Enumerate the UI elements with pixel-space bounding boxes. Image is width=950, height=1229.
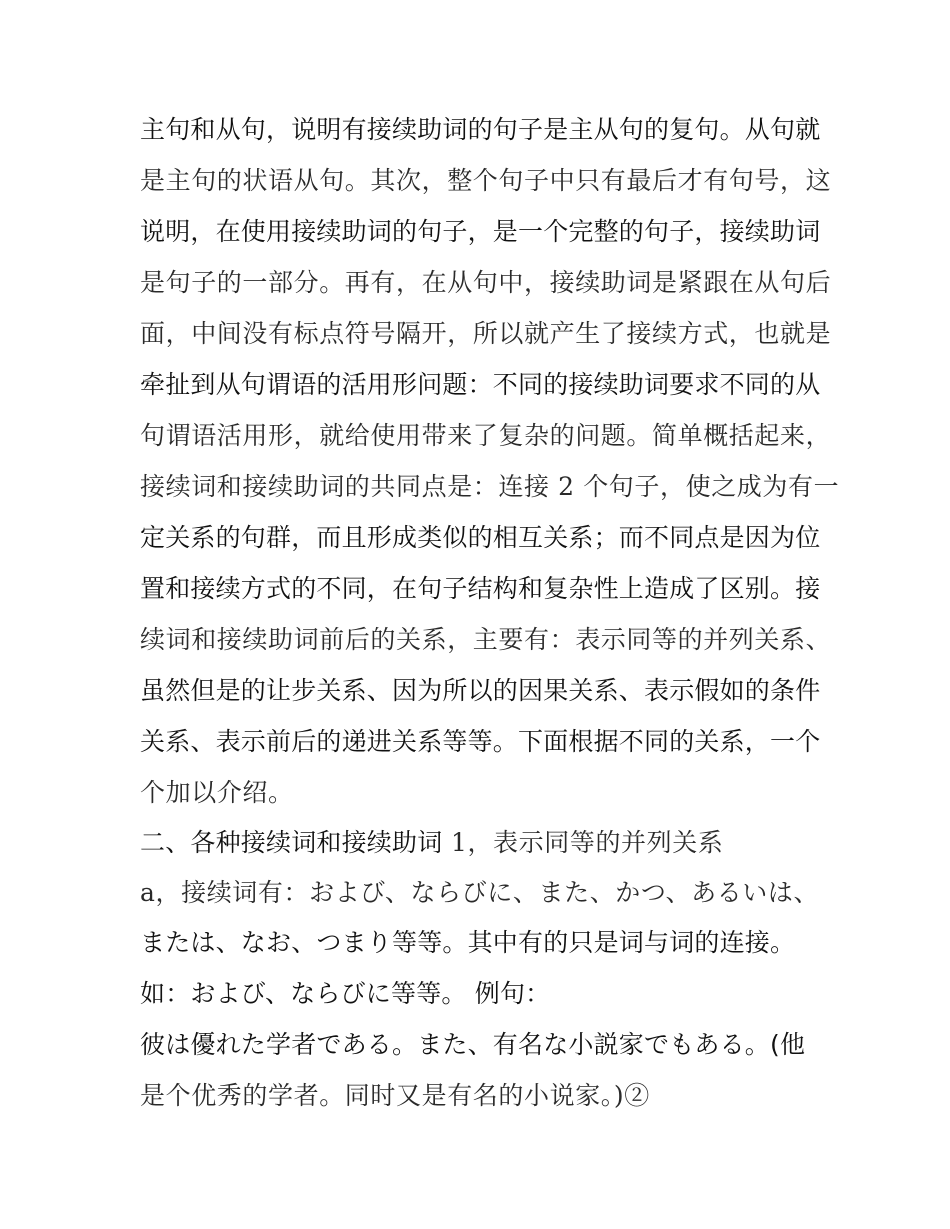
paragraph-line-11: 续词和接续助词前后的关系，主要有：表示同等的并列关系、 bbox=[140, 625, 832, 654]
section-heading bbox=[140, 826, 723, 861]
paragraph-line-3: 说明，在使用接续助词的句子，是一个完整的句子，接续助词 bbox=[140, 217, 821, 246]
paragraph-line-14: 个加以介绍。 bbox=[140, 778, 294, 807]
paragraph-line-10: 置和接续方式的不同，在句子结构和复杂性上造成了区别。接 bbox=[140, 574, 821, 603]
paragraph-line-9: 定关系的句群，而且形成类似的相互关系；而不同点是因为位 bbox=[140, 523, 821, 552]
paragraph-line-8: 接续词和接续助词的共同点是：连接 2 个句子，使之成为有一 bbox=[140, 472, 840, 501]
section-heading-title: 二、各种接续词和接续助词 bbox=[140, 828, 443, 857]
paragraph-line-5: 面，中间没有标点符号隔开，所以就产生了接续方式，也就是 bbox=[140, 319, 832, 348]
list-line-5: 是个优秀的学者。同时又是有名的小说家。)② bbox=[140, 1081, 650, 1110]
section-heading-subtitle: 1，表示同等的并列关系 bbox=[442, 828, 724, 857]
paragraph-line-12: 虽然但是的让步关系、因为所以的因果关系、表示假如的条件 bbox=[140, 676, 821, 705]
paragraph-line-4: 是句子的一部分。再有，在从句中，接续助词是紧跟在从句后 bbox=[140, 268, 832, 297]
list-line-2: または、なお、つまり等等。其中有的只是词与词的连接。 bbox=[140, 928, 796, 957]
paragraph-line-6: 牵扯到从句谓语的活用形问题：不同的接续助词要求不同的从 bbox=[140, 370, 821, 399]
paragraph-line-2: 是主句的状语从句。其次，整个句子中只有最后才有句号，这 bbox=[140, 166, 832, 195]
list-line-1: a，接续词有：および、ならびに、また、かつ、あるいは、 bbox=[140, 878, 820, 907]
list-line-4: 彼は優れた学者である。また、有名な小説家でもある。(他 bbox=[140, 1030, 806, 1059]
paragraph-line-7: 句谓语活用形，就给使用带来了复杂的问题。简单概括起来， bbox=[140, 421, 832, 450]
paragraph-line-1: 主句和从句，说明有接续助词的句子是主从句的复句。从句就 bbox=[140, 115, 821, 144]
paragraph-line-13: 关系、表示前后的递进关系等等。下面根据不同的关系，一个 bbox=[140, 727, 821, 756]
list-line-3: 如：および、ならびに等等。 例句： bbox=[140, 979, 551, 1008]
